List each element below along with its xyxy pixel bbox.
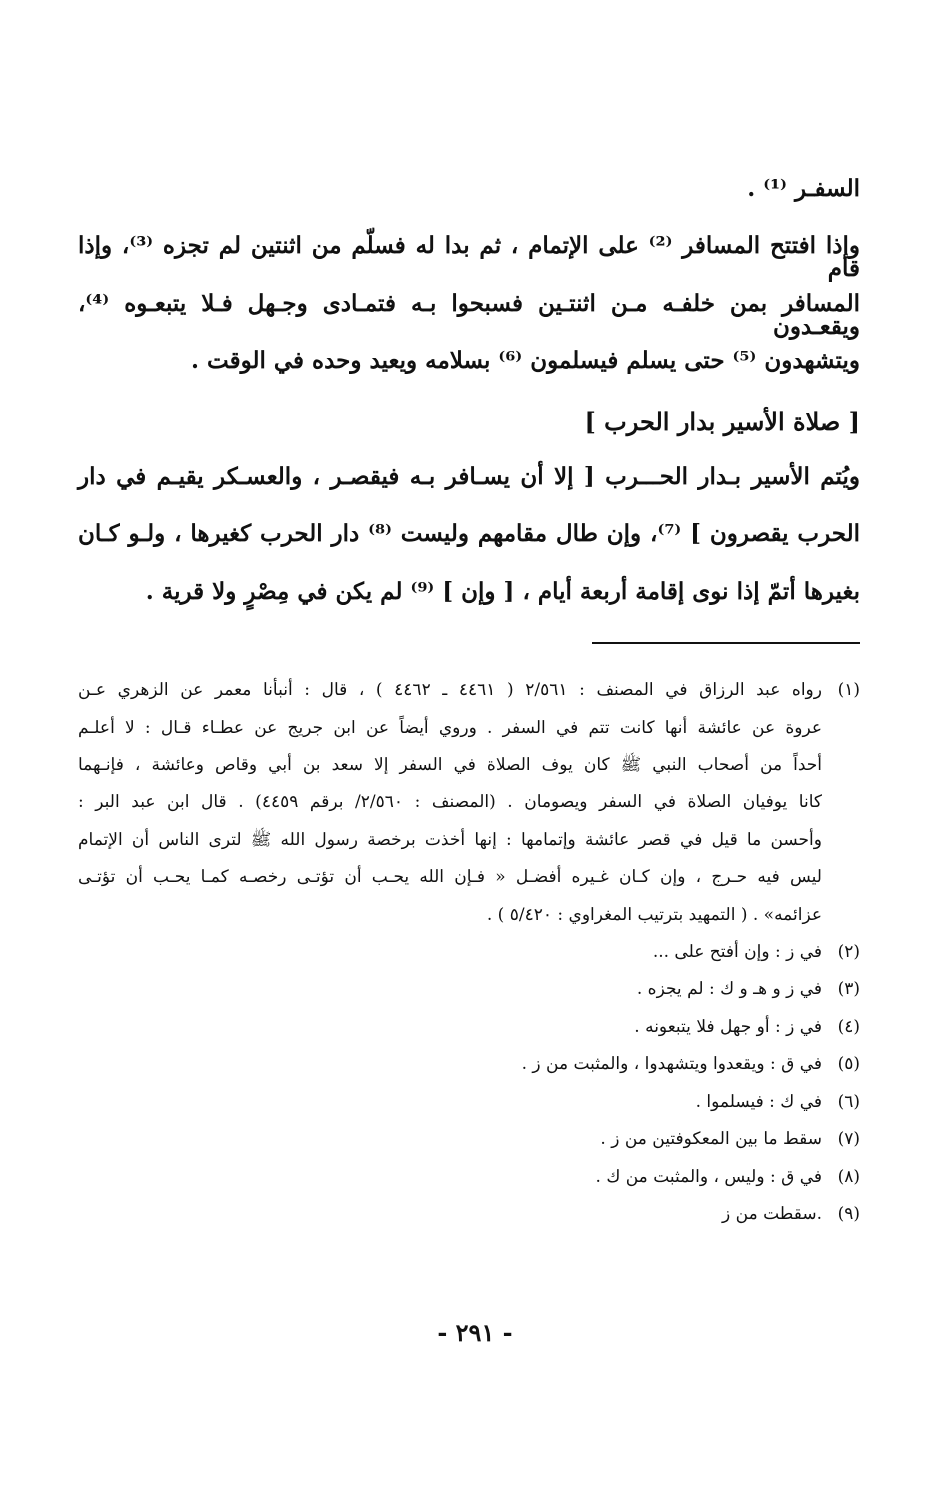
footnote-number: (٨) [837, 1167, 860, 1187]
footnote-line: أحداً من أصحاب النبي ﷺ كان يوف الصلاة في السفر إلا سعد بن أبي وقاص وعائشة ، فإنـهما [78, 755, 822, 775]
footnote-line: في ق : وليس ، والمثبت من ك . [595, 1167, 822, 1187]
footnote-number: (٦) [837, 1092, 860, 1112]
footnote-line: .سقطت من ز [722, 1204, 822, 1224]
footnote-line: في ق : ويقعدوا ويتشهدوا ، والمثبت من ز . [521, 1054, 822, 1074]
footnote-line: عزائمه» . ( التمهيد بترتيب المغراوي : ٥/٤٢٠ ) . [486, 905, 822, 925]
footnote-line: وأحسن ما قيل في قصر عائشة وإتمامها : إنها أخذت برخصة رسول الله ﷺ لترى الناس أن الإتمام [78, 830, 822, 850]
footnote-number: (٧) [837, 1129, 860, 1149]
footnote-number: (٣) [837, 979, 860, 999]
footnote-line: ليس فيه حـرج ، وإن كـان غـيره أفضـل « فـإن الله يحـب أن تؤتـى رخصـه كمـا يحـب أن تؤتـى [78, 867, 822, 887]
footnote-line: في ك : فيسلموا . [695, 1092, 822, 1112]
main-text-line: ويتشهدون ⁽⁵⁾ حتى يسلم فيسلمون ⁽⁶⁾ بسلامه ويعيد وحده في الوقت . [191, 347, 860, 374]
footnote-line: في ز و هـ و ك : لم يجزه . [636, 979, 822, 999]
main-text-line: بغيرها أتمّ إذا نوى إقامة أربعة أيام ، [ وإن ] ⁽⁹⁾ لم يكن في مِصْرٍ ولا قرية . [145, 578, 860, 605]
main-text-line: ويُتم الأسير بـدار الحـــرب [ إلا أن يسـافر بـه فيقصـر ، والعسـكر يقيـم في دار [78, 463, 860, 490]
footnote-number: (٢) [837, 942, 860, 962]
main-text-line: المسافر بمن خلفـه مـن اثنتـين فسبحوا بـه فتمـادى وجـهل فـلا يتبعـوه ⁽⁴⁾، ويقعـدون [78, 290, 860, 340]
footnote-separator [592, 642, 860, 644]
main-text-line: الحرب يقصرون ] ⁽⁷⁾، وإن طال مقامهم وليست ⁽⁸⁾ دار الحرب كغيرها ، ولـو كـان [78, 520, 861, 547]
main-text-line: السفـر ⁽¹⁾ . [747, 175, 860, 202]
footnote-number: (١) [837, 680, 860, 700]
footnote-line: كانا يوفيان الصلاة في السفر ويصومان . (المصنف : ٢/٥٦٠/ برقم ٤٤٥٩) . قال ابن عبد البر : [78, 792, 822, 812]
footnote-line: رواه عبد الرزاق في المصنف : ٢/٥٦١ ( ٤٤٦١ ـ ٤٤٦٢ ) ، قال : أنبأنا معمر عن الزهري عـن [78, 680, 822, 700]
footnote-line: عروة عن عائشة أنها كانت تتم في السفر . وروي أيضاً عن ابن جريج عن عطـاء قـال : لا أعلـم [78, 718, 822, 738]
footnote-number: (٥) [837, 1054, 860, 1074]
footnote-line: سقط ما بين المعكوفتين من ز . [600, 1129, 822, 1149]
section-heading: [ صلاة الأسير بدار الحرب ] [584, 407, 860, 436]
footnote-number: (٤) [837, 1017, 860, 1037]
footnote-line: في ز : أو جهل فلا يتبعونه . [634, 1017, 822, 1037]
footnote-number: (٩) [837, 1204, 860, 1224]
footnote-line: في ز : وإن أفتح على ... [652, 942, 822, 962]
main-text-line: وإذا افتتح المسافر ⁽²⁾ على الإتمام ، ثم بدا له فسلّم من اثنتين لم تجزه ⁽³⁾، وإذا قام [78, 232, 860, 282]
page-number: - ٢٩١ - [437, 1318, 513, 1347]
